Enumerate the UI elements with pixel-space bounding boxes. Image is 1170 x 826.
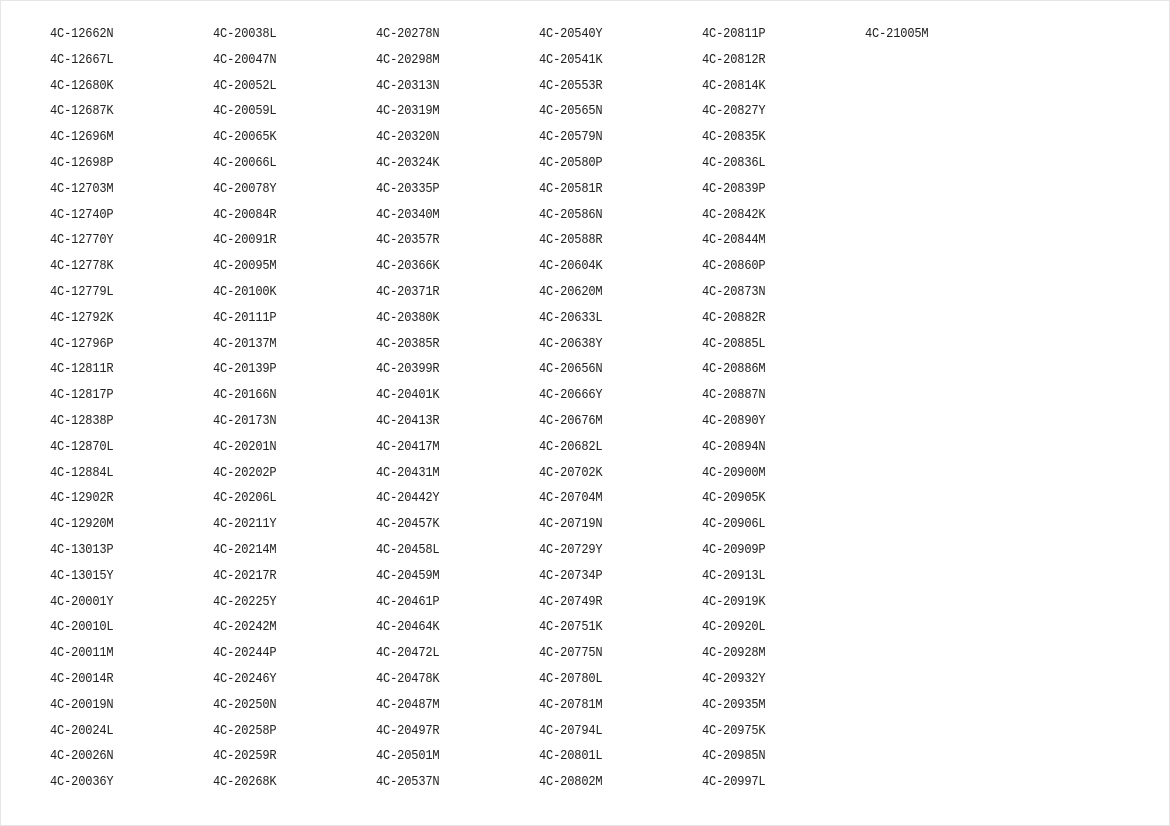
- code-item: 4C-20827Y: [702, 103, 766, 120]
- code-list-grid: [50, 24, 1028, 798]
- code-item: 4C-20413R: [376, 412, 440, 429]
- code-item: 4C-20704M: [539, 490, 603, 507]
- code-item: 4C-20638Y: [539, 335, 603, 352]
- code-item: 4C-20014R: [50, 670, 114, 687]
- code-item: 4C-20781M: [539, 696, 603, 713]
- code-item: 4C-20065K: [213, 129, 277, 146]
- code-item: 4C-20225Y: [213, 593, 277, 610]
- code-item: 4C-20357R: [376, 232, 440, 249]
- code-item: 4C-20244P: [213, 645, 277, 662]
- code-item: 4C-12703M: [50, 180, 114, 197]
- code-item: 4C-20882R: [702, 309, 766, 326]
- code-column-5: [702, 24, 865, 798]
- code-item: 4C-20211Y: [213, 516, 277, 533]
- code-item: 4C-20802M: [539, 774, 603, 791]
- code-item: 4C-20719N: [539, 516, 603, 533]
- code-item: 4C-20059L: [213, 103, 277, 120]
- code-item: 4C-20801L: [539, 748, 603, 765]
- code-item: 4C-20380K: [376, 309, 440, 326]
- code-item: 4C-20928M: [702, 645, 766, 662]
- code-item: 4C-20487M: [376, 696, 440, 713]
- code-item: 4C-20900M: [702, 464, 766, 481]
- code-item: 4C-20038L: [213, 26, 277, 42]
- code-item: 4C-12920M: [50, 516, 114, 533]
- code-item: 4C-20313N: [376, 77, 440, 94]
- code-item: 4C-20932Y: [702, 670, 766, 687]
- code-item: 4C-20278N: [376, 26, 440, 42]
- code-item: 4C-20620M: [539, 283, 603, 300]
- code-item: 4C-20886M: [702, 361, 766, 378]
- code-item: 4C-20890Y: [702, 412, 766, 429]
- code-item: 4C-20541K: [539, 51, 603, 68]
- code-item: 4C-20780L: [539, 670, 603, 687]
- code-item: 4C-20676M: [539, 412, 603, 429]
- code-item: 4C-20217R: [213, 567, 277, 584]
- code-item: 4C-20588R: [539, 232, 603, 249]
- code-item: 4C-20047N: [213, 51, 277, 68]
- code-item: 4C-20459M: [376, 567, 440, 584]
- code-item: 4C-12662N: [50, 26, 114, 42]
- code-item: 4C-20842K: [702, 206, 766, 223]
- code-item: 4C-20250N: [213, 696, 277, 713]
- code-item: 4C-20887N: [702, 387, 766, 404]
- code-item: 4C-20682L: [539, 438, 603, 455]
- code-item: 4C-20202P: [213, 464, 277, 481]
- code-item: 4C-12811R: [50, 361, 114, 378]
- code-item: 4C-20565N: [539, 103, 603, 120]
- code-item: 4C-20324K: [376, 154, 440, 171]
- code-item: 4C-20319M: [376, 103, 440, 120]
- code-item: 4C-20214M: [213, 541, 277, 558]
- code-item: 4C-20836L: [702, 154, 766, 171]
- code-item: 4C-12667L: [50, 51, 114, 68]
- code-item: 4C-20417M: [376, 438, 440, 455]
- code-item: 4C-20036Y: [50, 774, 114, 791]
- code-item: 4C-20729Y: [539, 541, 603, 558]
- code-item: 4C-20604K: [539, 258, 603, 275]
- code-item: 4C-20906L: [702, 516, 766, 533]
- code-item: 4C-20844M: [702, 232, 766, 249]
- code-item: 4C-20666Y: [539, 387, 603, 404]
- code-item: 4C-12870L: [50, 438, 114, 455]
- code-item: 4C-20340M: [376, 206, 440, 223]
- code-item: 4C-20066L: [213, 154, 277, 171]
- code-item: 4C-20835K: [702, 129, 766, 146]
- code-item: 4C-20173N: [213, 412, 277, 429]
- code-item: 4C-12838P: [50, 412, 114, 429]
- code-item: 4C-20553R: [539, 77, 603, 94]
- code-item: 4C-20905K: [702, 490, 766, 507]
- code-item: 4C-20812R: [702, 51, 766, 68]
- code-item: 4C-20702K: [539, 464, 603, 481]
- code-item: 4C-20501M: [376, 748, 440, 765]
- code-item: 4C-20442Y: [376, 490, 440, 507]
- code-item: 4C-12740P: [50, 206, 114, 223]
- code-item: 4C-13013P: [50, 541, 114, 558]
- code-item: 4C-20024L: [50, 722, 114, 739]
- code-item: 4C-20001Y: [50, 593, 114, 610]
- code-item: 4C-20537N: [376, 774, 440, 791]
- code-item: 4C-20246Y: [213, 670, 277, 687]
- code-item: 4C-20497R: [376, 722, 440, 739]
- code-item: 4C-20091R: [213, 232, 277, 249]
- code-item: 4C-20579N: [539, 129, 603, 146]
- code-item: 4C-20259R: [213, 748, 277, 765]
- code-item: 4C-20457K: [376, 516, 440, 533]
- code-item: 4C-20478K: [376, 670, 440, 687]
- code-item: 4C-20399R: [376, 361, 440, 378]
- code-item: 4C-20385R: [376, 335, 440, 352]
- code-item: 4C-20019N: [50, 696, 114, 713]
- code-item: 4C-20919K: [702, 593, 766, 610]
- code-item: 4C-20268K: [213, 774, 277, 791]
- code-item: 4C-20913L: [702, 567, 766, 584]
- code-column-6: [865, 24, 1028, 798]
- code-column-3: [376, 24, 539, 798]
- code-item: 4C-20206L: [213, 490, 277, 507]
- code-item: 4C-12902R: [50, 490, 114, 507]
- code-item: 4C-12770Y: [50, 232, 114, 249]
- code-item: 4C-20997L: [702, 774, 766, 791]
- code-item: 4C-20749R: [539, 593, 603, 610]
- code-item: 4C-20909P: [702, 541, 766, 558]
- code-item: 4C-20431M: [376, 464, 440, 481]
- code-item: 4C-20010L: [50, 619, 114, 636]
- code-item: 4C-20540Y: [539, 26, 603, 42]
- code-item: 4C-20011M: [50, 645, 114, 662]
- code-item: 4C-20656N: [539, 361, 603, 378]
- code-item: 4C-20734P: [539, 567, 603, 584]
- code-item: 4C-20242M: [213, 619, 277, 636]
- code-item: 4C-20100K: [213, 283, 277, 300]
- code-item: 4C-12884L: [50, 464, 114, 481]
- code-item: 4C-20458L: [376, 541, 440, 558]
- code-item: 4C-20052L: [213, 77, 277, 94]
- code-item: 4C-20920L: [702, 619, 766, 636]
- code-item: 4C-20894N: [702, 438, 766, 455]
- code-item: 4C-20139P: [213, 361, 277, 378]
- code-item: 4C-20366K: [376, 258, 440, 275]
- code-item: 4C-12680K: [50, 77, 114, 94]
- code-column-2: [213, 24, 376, 798]
- code-item: 4C-20839P: [702, 180, 766, 197]
- code-item: 4C-20078Y: [213, 180, 277, 197]
- code-item: 4C-20472L: [376, 645, 440, 662]
- code-item: 4C-20580P: [539, 154, 603, 171]
- code-column-4: [539, 24, 702, 798]
- code-item: 4C-20751K: [539, 619, 603, 636]
- code-item: 4C-20320N: [376, 129, 440, 146]
- code-item: 4C-12796P: [50, 335, 114, 352]
- code-item: 4C-20401K: [376, 387, 440, 404]
- code-item: 4C-20811P: [702, 26, 766, 42]
- code-item: 4C-12778K: [50, 258, 114, 275]
- code-item: 4C-20298M: [376, 51, 440, 68]
- code-item: 4C-20258P: [213, 722, 277, 739]
- code-item: 4C-12817P: [50, 387, 114, 404]
- code-item: 4C-20201N: [213, 438, 277, 455]
- code-item: 4C-12696M: [50, 129, 114, 146]
- code-item: 4C-20084R: [213, 206, 277, 223]
- code-item: 4C-20985N: [702, 748, 766, 765]
- code-item: 4C-20775N: [539, 645, 603, 662]
- code-item: 4C-20860P: [702, 258, 766, 275]
- code-item: 4C-12698P: [50, 154, 114, 171]
- code-item: 4C-12792K: [50, 309, 114, 326]
- code-item: 4C-20586N: [539, 206, 603, 223]
- code-column-1: [50, 24, 213, 798]
- code-item: 4C-21005M: [865, 26, 929, 42]
- code-item: 4C-20814K: [702, 77, 766, 94]
- code-item: 4C-20794L: [539, 722, 603, 739]
- code-item: 4C-20095M: [213, 258, 277, 275]
- code-item: 4C-12779L: [50, 283, 114, 300]
- code-item: 4C-20166N: [213, 387, 277, 404]
- code-item: 4C-20975K: [702, 722, 766, 739]
- code-item: 4C-13015Y: [50, 567, 114, 584]
- code-item: 4C-20461P: [376, 593, 440, 610]
- code-item: 4C-20335P: [376, 180, 440, 197]
- code-item: 4C-20581R: [539, 180, 603, 197]
- code-item: 4C-20633L: [539, 309, 603, 326]
- code-item: 4C-20026N: [50, 748, 114, 765]
- code-item: 4C-20885L: [702, 335, 766, 352]
- code-item: 4C-20873N: [702, 283, 766, 300]
- code-item: 4C-12687K: [50, 103, 114, 120]
- code-item: 4C-20371R: [376, 283, 440, 300]
- code-item: 4C-20464K: [376, 619, 440, 636]
- code-item: 4C-20935M: [702, 696, 766, 713]
- code-item: 4C-20137M: [213, 335, 277, 352]
- code-item: 4C-20111P: [213, 309, 277, 326]
